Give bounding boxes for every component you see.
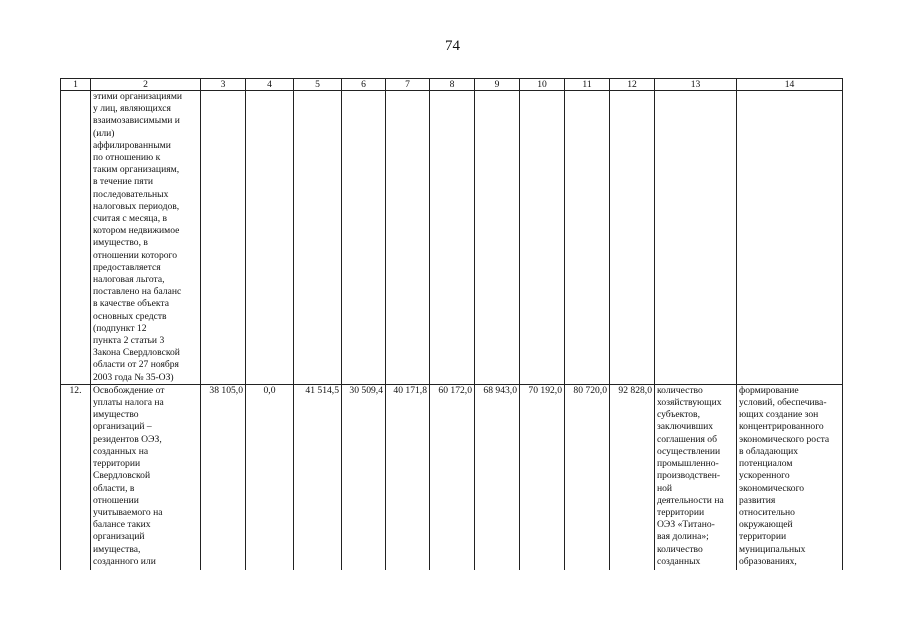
row-number: 12. <box>61 384 91 570</box>
value-cell: 68 943,0 <box>475 384 520 570</box>
column-header: 14 <box>737 79 843 91</box>
column-header: 11 <box>565 79 610 91</box>
empty-cell <box>565 91 610 385</box>
column-header: 13 <box>655 79 737 91</box>
column-header: 10 <box>520 79 565 91</box>
empty-cell <box>610 91 655 385</box>
page-number: 74 <box>445 38 460 54</box>
column-header: 1 <box>61 79 91 91</box>
empty-cell <box>737 91 843 385</box>
goal-text: формирование условий, обеспечива- ющих создание зон концентрированного экономического роста в обладающих потенциалом ускоренного экономического развития относительно окружающей территории муниципальных образованиях, <box>739 384 830 567</box>
column-header: 2 <box>91 79 201 91</box>
value-cell: 80 720,0 <box>565 384 610 570</box>
value-cell: 41 514,5 <box>294 384 342 570</box>
value-cell: 38 105,0 <box>201 384 246 570</box>
value-cell: 30 509,4 <box>342 384 386 570</box>
column-header: 12 <box>610 79 655 91</box>
value-cell: 92 828,0 <box>610 384 655 570</box>
column-header: 3 <box>201 79 246 91</box>
column-header: 9 <box>475 79 520 91</box>
description-text: этими организациями у лиц, являющихся взаимозависимыми и (или) аффилированными по отношению к таким организациям, в течение пяти последовательных налоговых периодов, считая с месяца, в котором недвижимое имущество, в отношении которого предоставляется налоговая льгота, поставлено на баланс в качестве объекта основных средств (подпункт 12 пункта 2 статьи 3 Закона Свердловской области от 27 ноября 2003 года № 35-ОЗ) <box>93 91 183 383</box>
value-cell: 60 172,0 <box>430 384 475 570</box>
value-cell: 70 192,0 <box>520 384 565 570</box>
empty-cell <box>520 91 565 385</box>
indicator-text: количество хозяйствующих субъектов, заключивших соглашения об осуществлении промышленно- производствен- ной деятельности на территории ОЭЗ «Титано- вая долина»; количество созданных <box>657 384 724 567</box>
empty-cell <box>342 91 386 385</box>
indicator-cell <box>655 384 737 570</box>
header-row <box>61 79 843 91</box>
empty-cell <box>386 91 430 385</box>
table-row <box>61 91 843 385</box>
column-header: 5 <box>294 79 342 91</box>
row-description <box>91 384 201 570</box>
value-cell: 40 171,8 <box>386 384 430 570</box>
column-header: 7 <box>386 79 430 91</box>
empty-cell <box>246 91 294 385</box>
description-text: Освобождение от уплаты налога на имущество организаций – резидентов ОЭЗ, созданных на территории Свердловской области, в отношении учитываемого на балансе таких организаций имущества, созданного или <box>93 384 165 567</box>
tax-benefit-table <box>60 78 843 570</box>
goal-cell <box>737 384 843 570</box>
empty-cell <box>475 91 520 385</box>
row-description <box>91 91 201 385</box>
row-number <box>61 91 91 385</box>
empty-cell <box>655 91 737 385</box>
empty-cell <box>201 91 246 385</box>
table-row <box>61 384 843 570</box>
column-header: 6 <box>342 79 386 91</box>
column-header: 4 <box>246 79 294 91</box>
value-cell: 0,0 <box>246 384 294 570</box>
empty-cell <box>430 91 475 385</box>
empty-cell <box>294 91 342 385</box>
column-header: 8 <box>430 79 475 91</box>
